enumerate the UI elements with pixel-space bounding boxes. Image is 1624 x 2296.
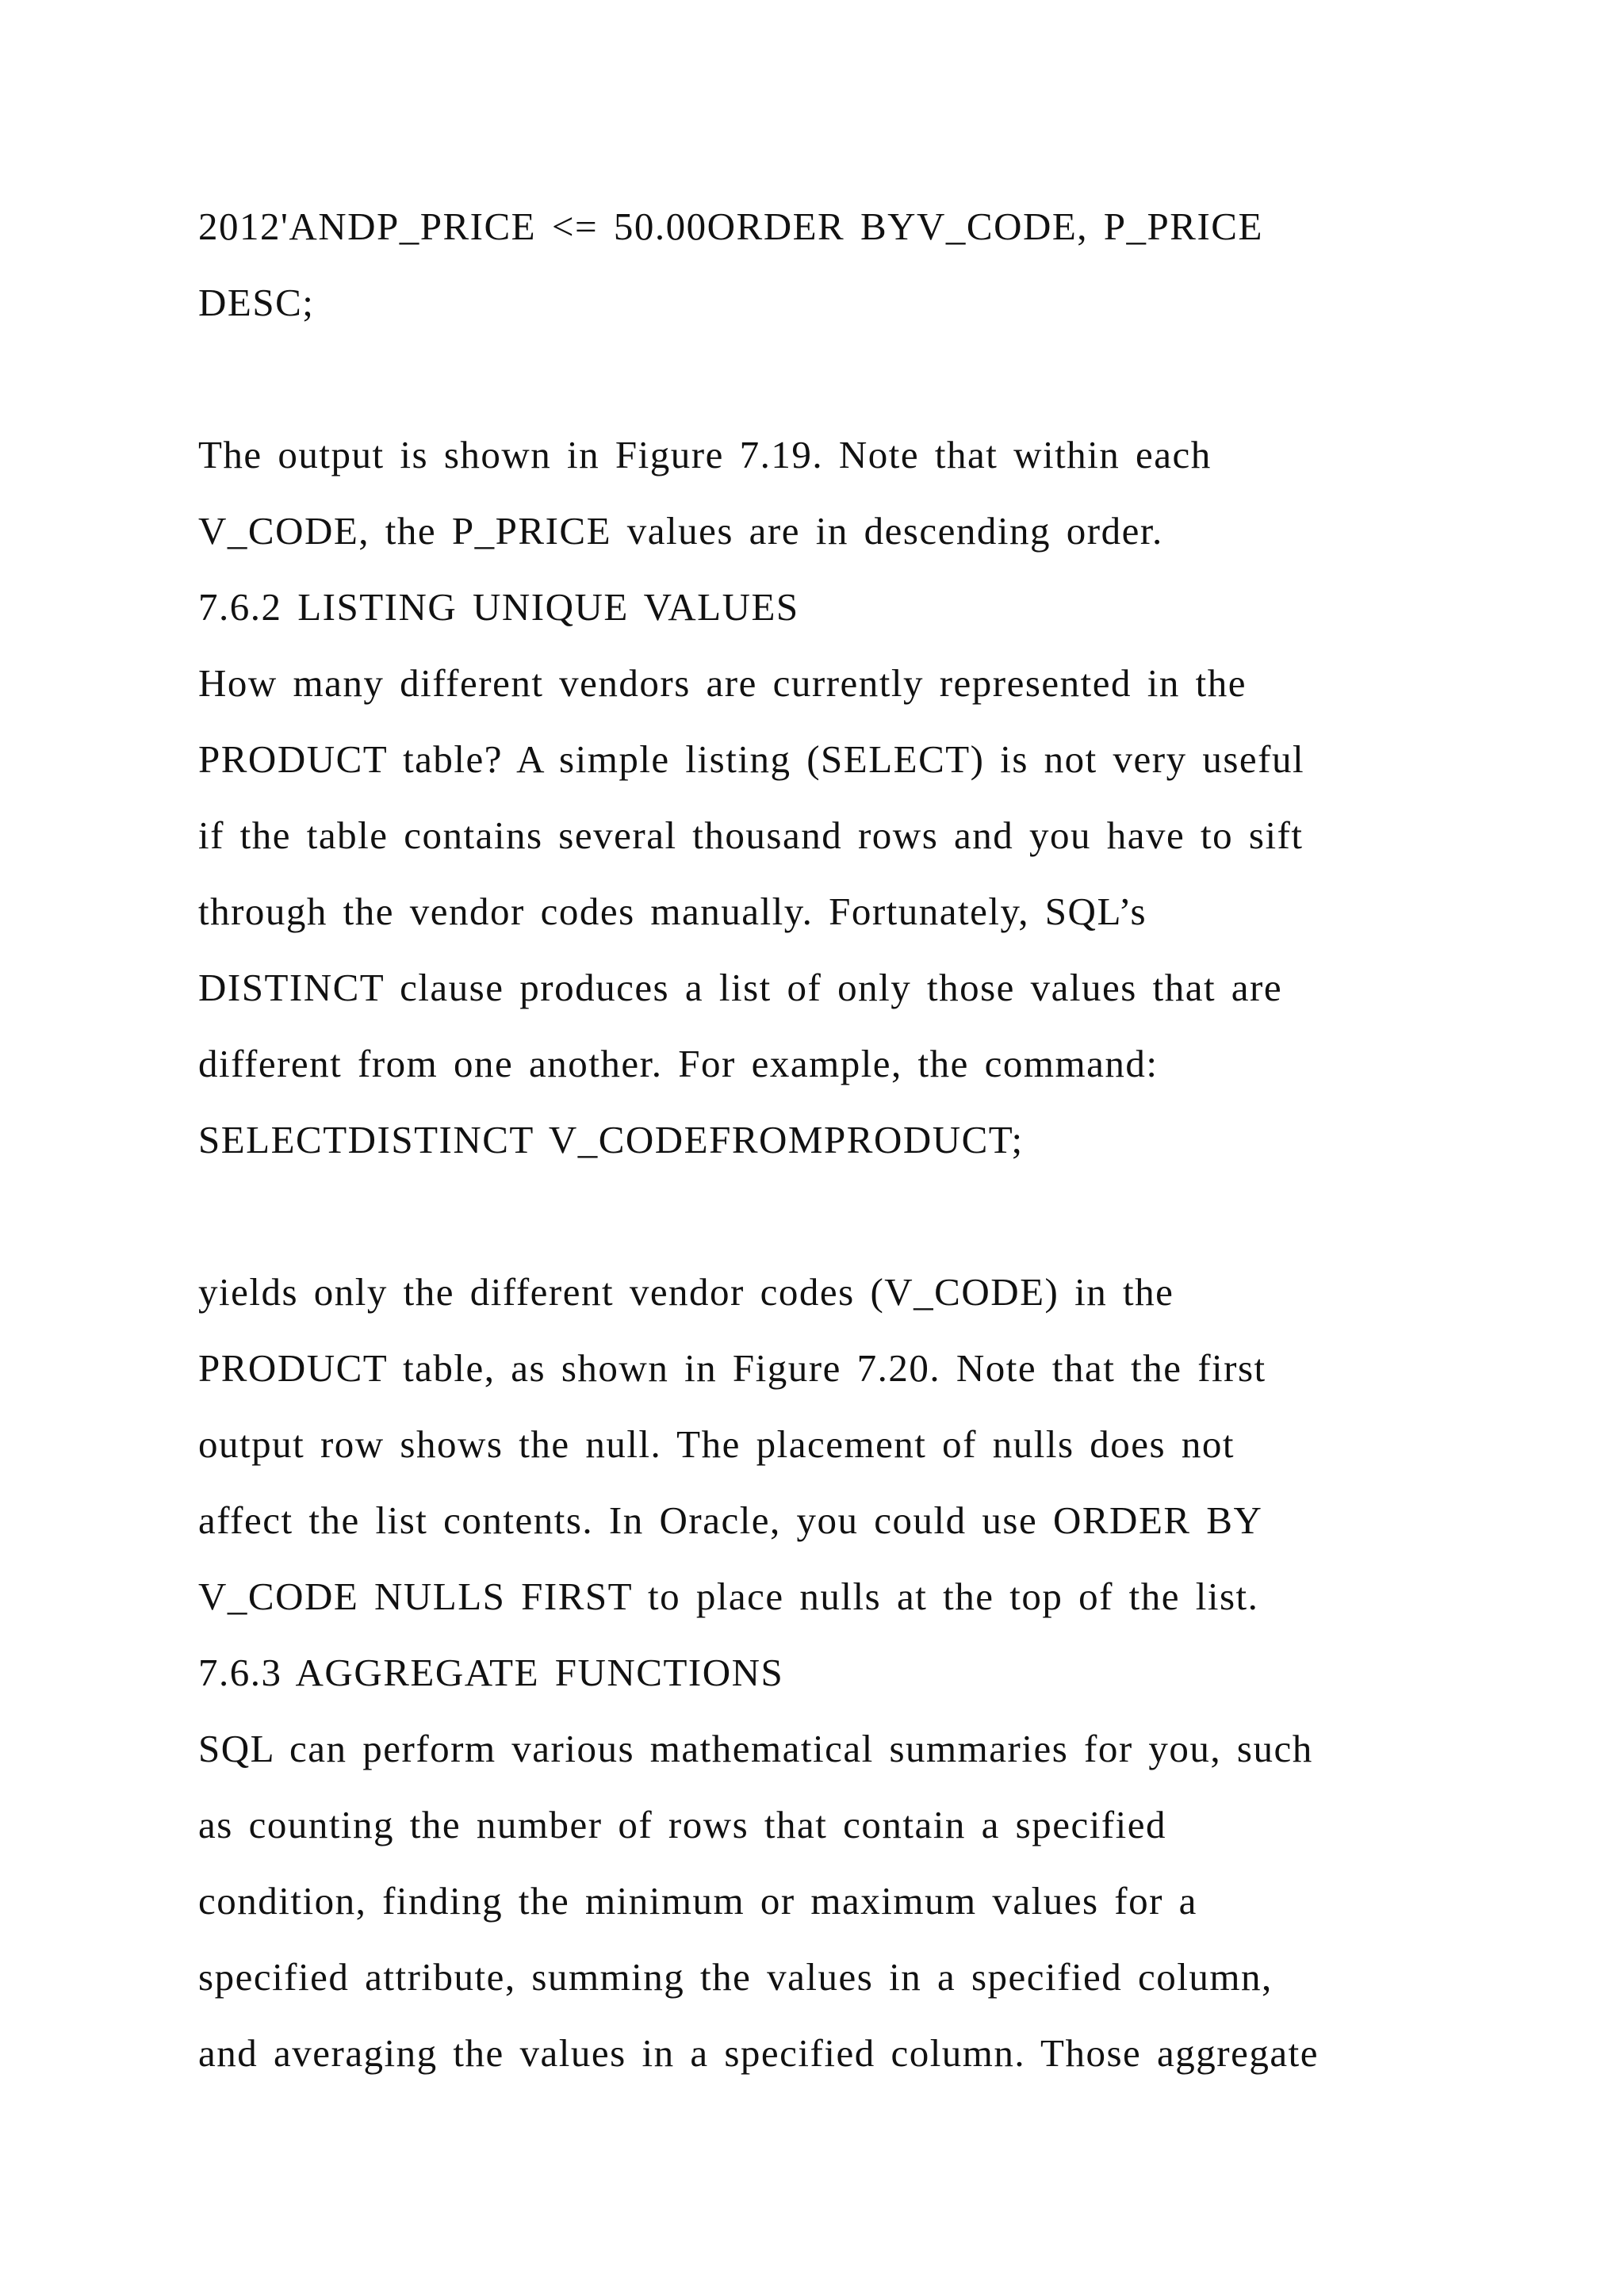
text-line: SQL can perform various mathematical summaries for you, such xyxy=(198,1727,1313,1770)
code-line: SELECTDISTINCT V_CODEFROMPRODUCT; xyxy=(198,1118,1024,1161)
text-line: DISTINCT clause produces a list of only those values that are xyxy=(198,966,1283,1009)
text-line: output row shows the null. The placement of nulls does not xyxy=(198,1422,1235,1466)
paragraph-gap xyxy=(198,341,1443,417)
text-line: specified attribute, summing the values in a specified column, xyxy=(198,1955,1273,1999)
text-line: V_CODE, the P_PRICE values are in descending order. xyxy=(198,509,1163,553)
text-line: condition, finding the minimum or maximum values for a xyxy=(198,1879,1197,1923)
paragraph-gap xyxy=(198,1178,1443,1254)
text-line: through the vendor codes manually. Fortunately, SQL’s xyxy=(198,890,1147,933)
text-line: if the table contains several thousand rows and you have to sift xyxy=(198,813,1304,857)
text-line: How many different vendors are currently represented in the xyxy=(198,661,1247,705)
text-line: different from one another. For example, the command: xyxy=(198,1042,1159,1085)
body-text xyxy=(198,189,1443,2091)
text-line: and averaging the values in a specified column. Those aggregate xyxy=(198,2031,1319,2075)
text-line: affect the list contents. In Oracle, you could use ORDER BY xyxy=(198,1498,1263,1542)
text-line: V_CODE NULLS FIRST to place nulls at the top of the list. xyxy=(198,1575,1259,1618)
section-heading: 7.6.2 LISTING UNIQUE VALUES xyxy=(198,585,799,629)
section-heading: 7.6.3 AGGREGATE FUNCTIONS xyxy=(198,1651,784,1694)
text-line: as counting the number of rows that contain a specified xyxy=(198,1803,1166,1846)
text-line: 2012'ANDP_PRICE <= 50.00ORDER BYV_CODE, P_PRICE xyxy=(198,205,1263,248)
text-line: PRODUCT table? A simple listing (SELECT) is not very useful xyxy=(198,737,1305,781)
text-line: PRODUCT table, as shown in Figure 7.20. Note that the first xyxy=(198,1346,1266,1390)
text-line: The output is shown in Figure 7.19. Note that within each xyxy=(198,433,1212,476)
text-line: DESC; xyxy=(198,281,315,324)
text-line: yields only the different vendor codes (V_CODE) in the xyxy=(198,1270,1174,1314)
